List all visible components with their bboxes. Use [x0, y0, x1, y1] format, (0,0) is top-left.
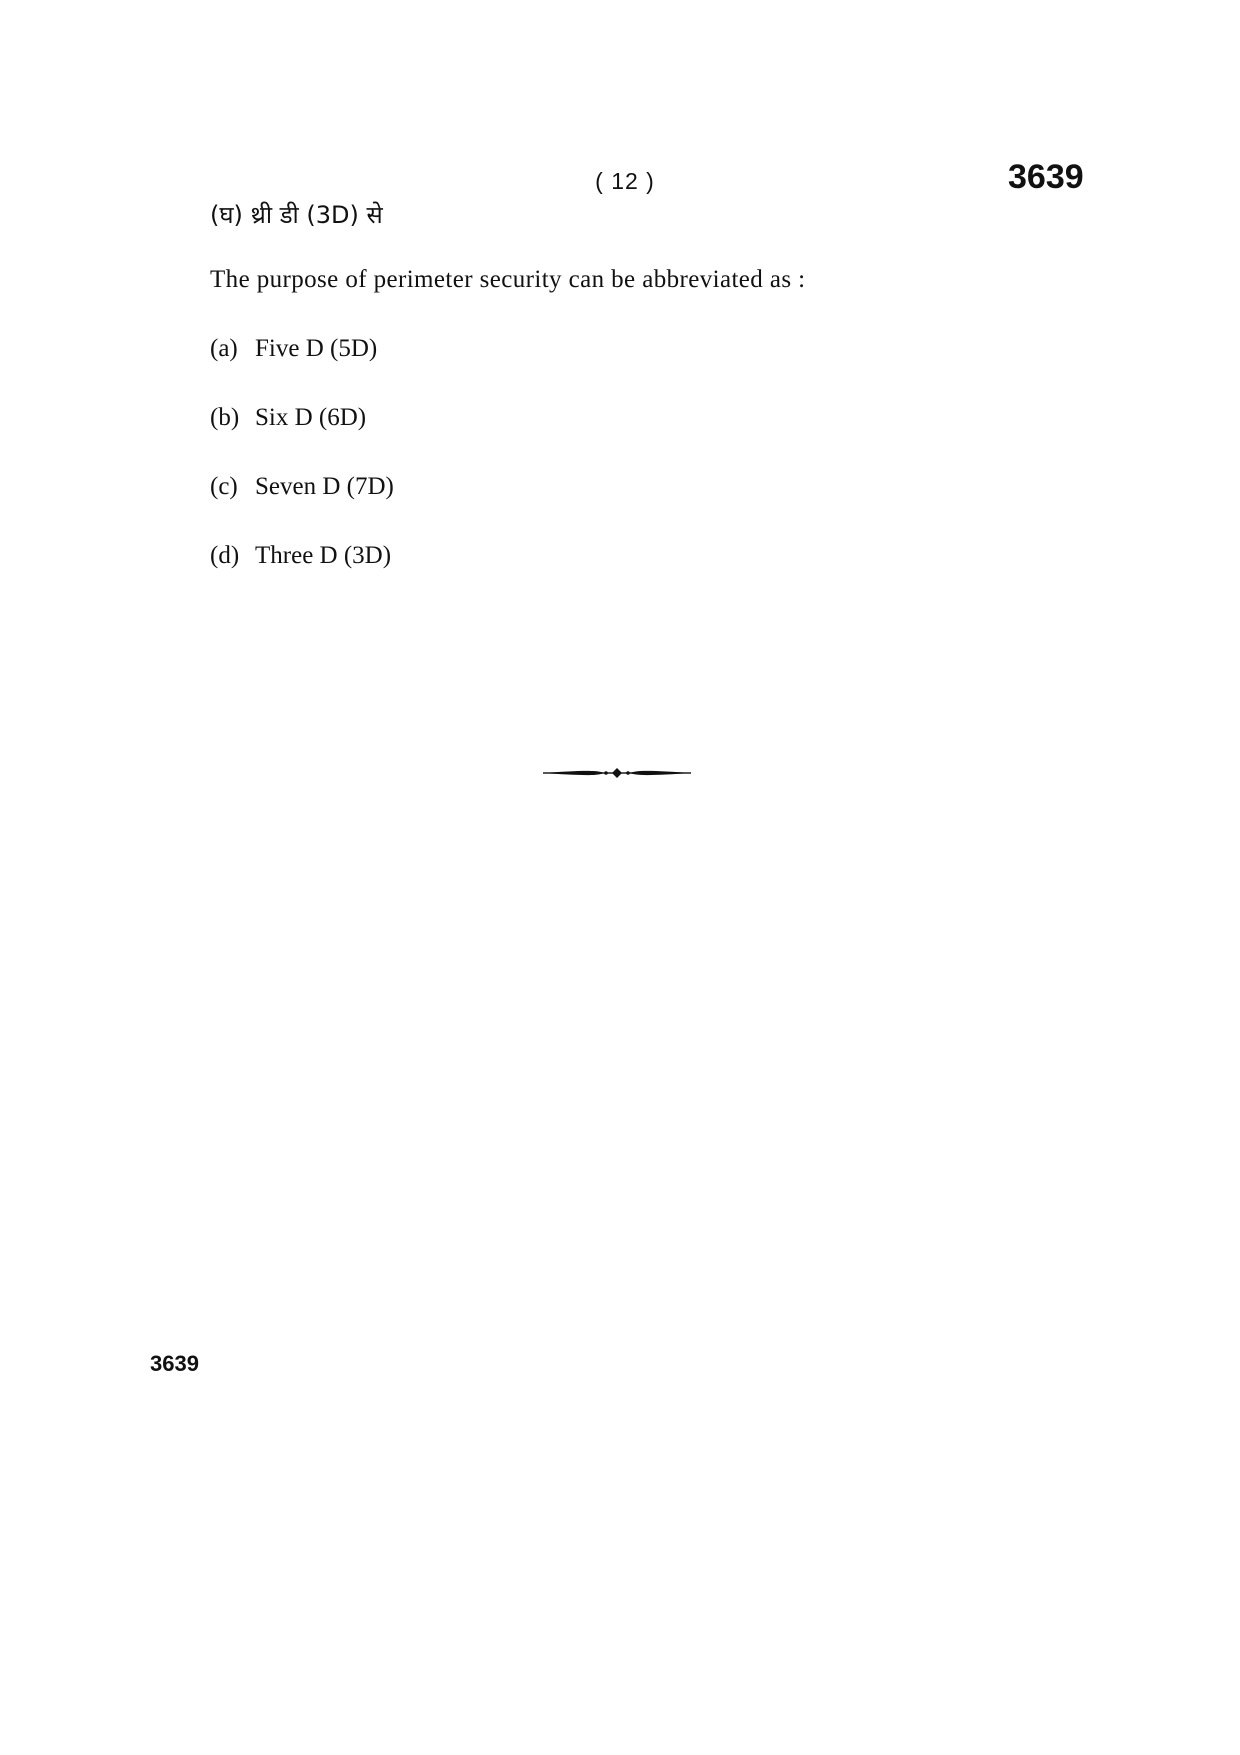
- page-number: ( 12 ): [595, 168, 655, 194]
- option-c: [210, 473, 394, 501]
- end-of-paper-divider-icon: [543, 765, 691, 781]
- option-text: Seven D (7D): [255, 473, 394, 500]
- paper-code-bottom: 3639: [150, 1351, 199, 1376]
- option-d: [210, 542, 391, 570]
- paper-code-top: 3639: [1008, 158, 1084, 196]
- option-b: [210, 404, 366, 432]
- option-a: [210, 335, 377, 363]
- hindi-option-d: (घ) थ्री डी (3D) से: [210, 201, 383, 229]
- option-letter: (a): [210, 335, 238, 362]
- option-text: Six D (6D): [255, 404, 367, 431]
- option-letter: (c): [210, 473, 238, 500]
- option-letter: (d): [210, 542, 240, 569]
- option-letter: (b): [210, 404, 240, 431]
- option-text: Five D (5D): [255, 335, 378, 362]
- option-text: Three D (3D): [255, 542, 392, 569]
- question-text: The purpose of perimeter security can be abbreviated as :: [210, 266, 806, 293]
